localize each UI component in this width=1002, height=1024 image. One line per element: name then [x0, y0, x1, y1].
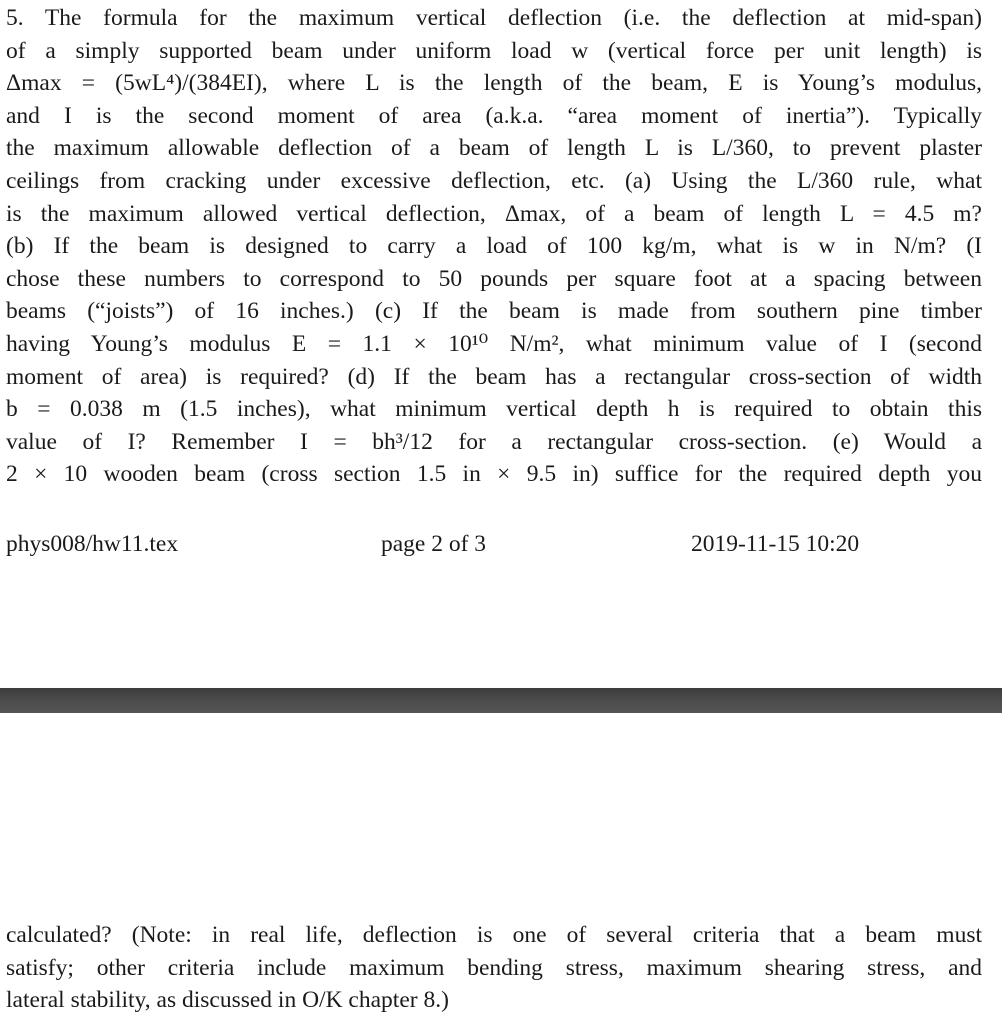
problem-5-continued-text: [6, 919, 982, 1017]
text-line: (b) If the beam is designed to carry a load of 100 kg/m, what is w in N/m? (I: [6, 233, 982, 260]
footer-filename: phys008/hw11.tex: [6, 531, 179, 557]
text-line: satisfy; other criteria include maximum bending stress, maximum shearing stress, and: [6, 954, 982, 981]
page-break-separator: [0, 688, 1002, 713]
text-line: ceilings from cracking under excessive deflection, etc. (a) Using the L/360 rule, what: [6, 167, 982, 194]
text-line: chose these numbers to correspond to 50 pounds per square foot at a spacing between: [6, 265, 982, 292]
footer-page-number: page 2 of 3: [381, 531, 487, 557]
text-line: calculated? (Note: in real life, deflection is one of several criteria that a beam must: [6, 922, 982, 948]
text-line: 5. The formula for the maximum vertical deflection (i.e. the deflection at mid-span): [6, 5, 982, 31]
text-line: 2 × 10 wooden beam (cross section 1.5 in × 9.5 in) suffice for the required depth you: [6, 461, 982, 488]
problem-5-text: [6, 2, 982, 491]
text-line: moment of area) is required? (d) If the beam has a rectangular cross-section of width: [6, 363, 982, 390]
text-line: having Young’s modulus E = 1.1 × 10¹⁰ N/m², what minimum value of I (second: [6, 330, 982, 357]
text-line: of a simply supported beam under uniform load w (vertical force per unit length) is: [6, 37, 982, 64]
footer-timestamp: 2019-11-15 10:20: [691, 531, 860, 557]
text-line: and I is the second moment of area (a.k.a. “area moment of inertia”). Typically: [6, 102, 982, 129]
page-footer: [0, 531, 1002, 565]
text-line: lateral stability, as discussed in O/K chapter 8.): [6, 987, 449, 1014]
text-line: Δmax = (5wL⁴)/(384EI), where L is the length of the beam, E is Young’s modulus,: [6, 70, 982, 97]
text-line: the maximum allowable deflection of a beam of length L is L/360, to prevent plaster: [6, 135, 982, 162]
text-line: beams (“joists”) of 16 inches.) (c) If the beam is made from southern pine timber: [6, 298, 982, 325]
text-line: b = 0.038 m (1.5 inches), what minimum vertical depth h is required to obtain this: [6, 396, 982, 423]
text-line: is the maximum allowed vertical deflection, Δmax, of a beam of length L = 4.5 m?: [6, 200, 982, 227]
text-line: value of I? Remember I = bh³/12 for a rectangular cross-section. (e) Would a: [6, 428, 982, 455]
